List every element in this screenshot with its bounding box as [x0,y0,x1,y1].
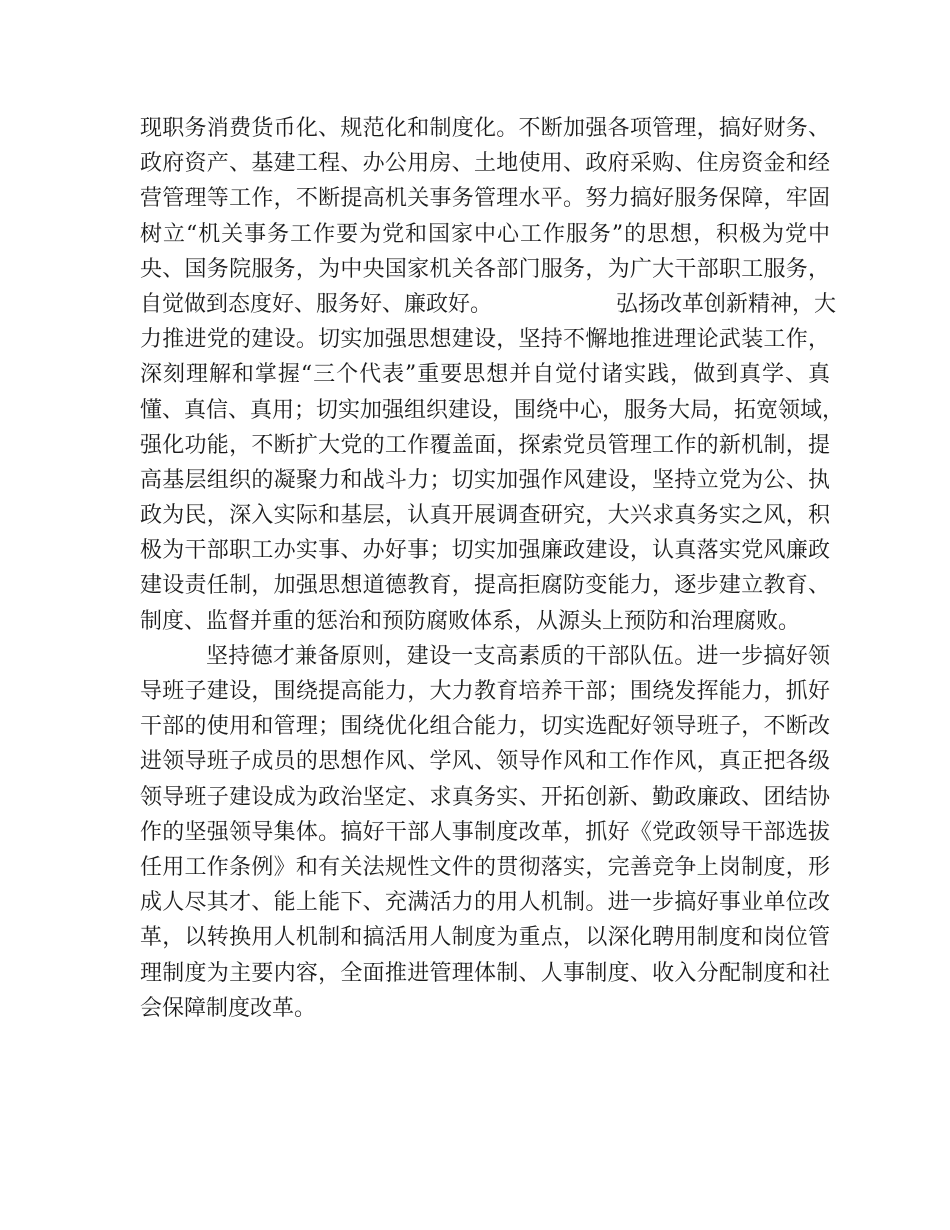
text-line: 导班子建设，围绕提高能力，大力教育培养干部；围绕发挥能力，抓好 [140,679,830,704]
text-line: 力推进党的建设。切实加强思想建设，坚持不懈地推进理论武装工作， [140,327,830,353]
text-line: 强化功能，不断扩大党的工作覆盖面，探索党员管理工作的新机制，提 [140,432,830,458]
document-body [140,111,845,1026]
text-line: 理制度为主要内容，全面推进管理体制、人事制度、收入分配制度和社 [140,960,830,986]
text-line: 任用工作条例》和有关法规性文件的贯彻落实，完善竞争上岗制度，形 [140,854,830,880]
text-line: 建设责任制，加强思想道德教育，提高拒腐防变能力，逐步建立教育、 [140,573,830,599]
text-line [140,287,837,322]
text-line: 领导班子建设成为政治坚定、求真务实、开拓创新、勤政廉政、团结协 [140,784,830,810]
text-line: 作的坚强领导集体。搞好干部人事制度改革，抓好《党政领导干部选拔 [140,819,830,845]
text-line: 制度、监督并重的惩治和预防腐败体系，从源头上预防和治理腐败。 [140,608,801,634]
text-line: 成人尽其才、能上能下、充满活力的用人机制。进一步搞好事业单位改 [140,890,830,916]
paragraph-start-text: 弘扬改革创新精神，大 [616,291,837,317]
text-line: 树立“机关事务工作要为党和国家中心工作服务”的思想，积极为党中 [140,221,830,247]
text-line: 现职务消费货币化、规范化和制度化。不断加强各项管理，搞好财务、 [140,116,830,141]
text-line: 政为民，深入实际和基层，认真开展调查研究，大兴求真务实之风，积 [140,503,830,529]
text-line: 干部的使用和管理；围绕优化组合能力，切实选配好领导班子，不断改 [140,714,830,740]
text-line: 政府资产、基建工程、办公用房、土地使用、政府采购、住房资金和经 [140,151,830,177]
text-line: 深刻理解和掌握“三个代表”重要思想并自觉付诸实践，做到真学、真 [140,362,830,388]
text-line: 懂、真信、真用；切实加强组织建设，围绕中心，服务大局，拓宽领域， [140,397,845,423]
text-line: 营管理等工作，不断提高机关事务管理水平。努力搞好服务保障，牢固 [140,186,830,212]
paragraph-end-text: 自觉做到态度好、服务好、廉政好。 [140,291,493,317]
text-line: 高基层组织的凝聚力和战斗力；切实加强作风建设，坚持立党为公、执 [140,467,830,493]
text-line: 进领导班子成员的思想作风、学风、领导作风和工作作风，真正把各级 [140,749,830,775]
text-line: 极为干部职工办实事、办好事；切实加强廉政建设，认真落实党风廉政 [140,538,830,564]
text-line: 会保障制度改革。 [140,995,317,1021]
text-line: 坚持德才兼备原则，建设一支高素质的干部队伍。进一步搞好领 [206,643,830,669]
text-line: 央、国务院服务，为中央国家机关各部门服务，为广大干部职工服务， [140,256,830,282]
text-line: 革，以转换用人机制和搞活用人制度为重点，以深化聘用制度和岗位管 [140,925,830,951]
